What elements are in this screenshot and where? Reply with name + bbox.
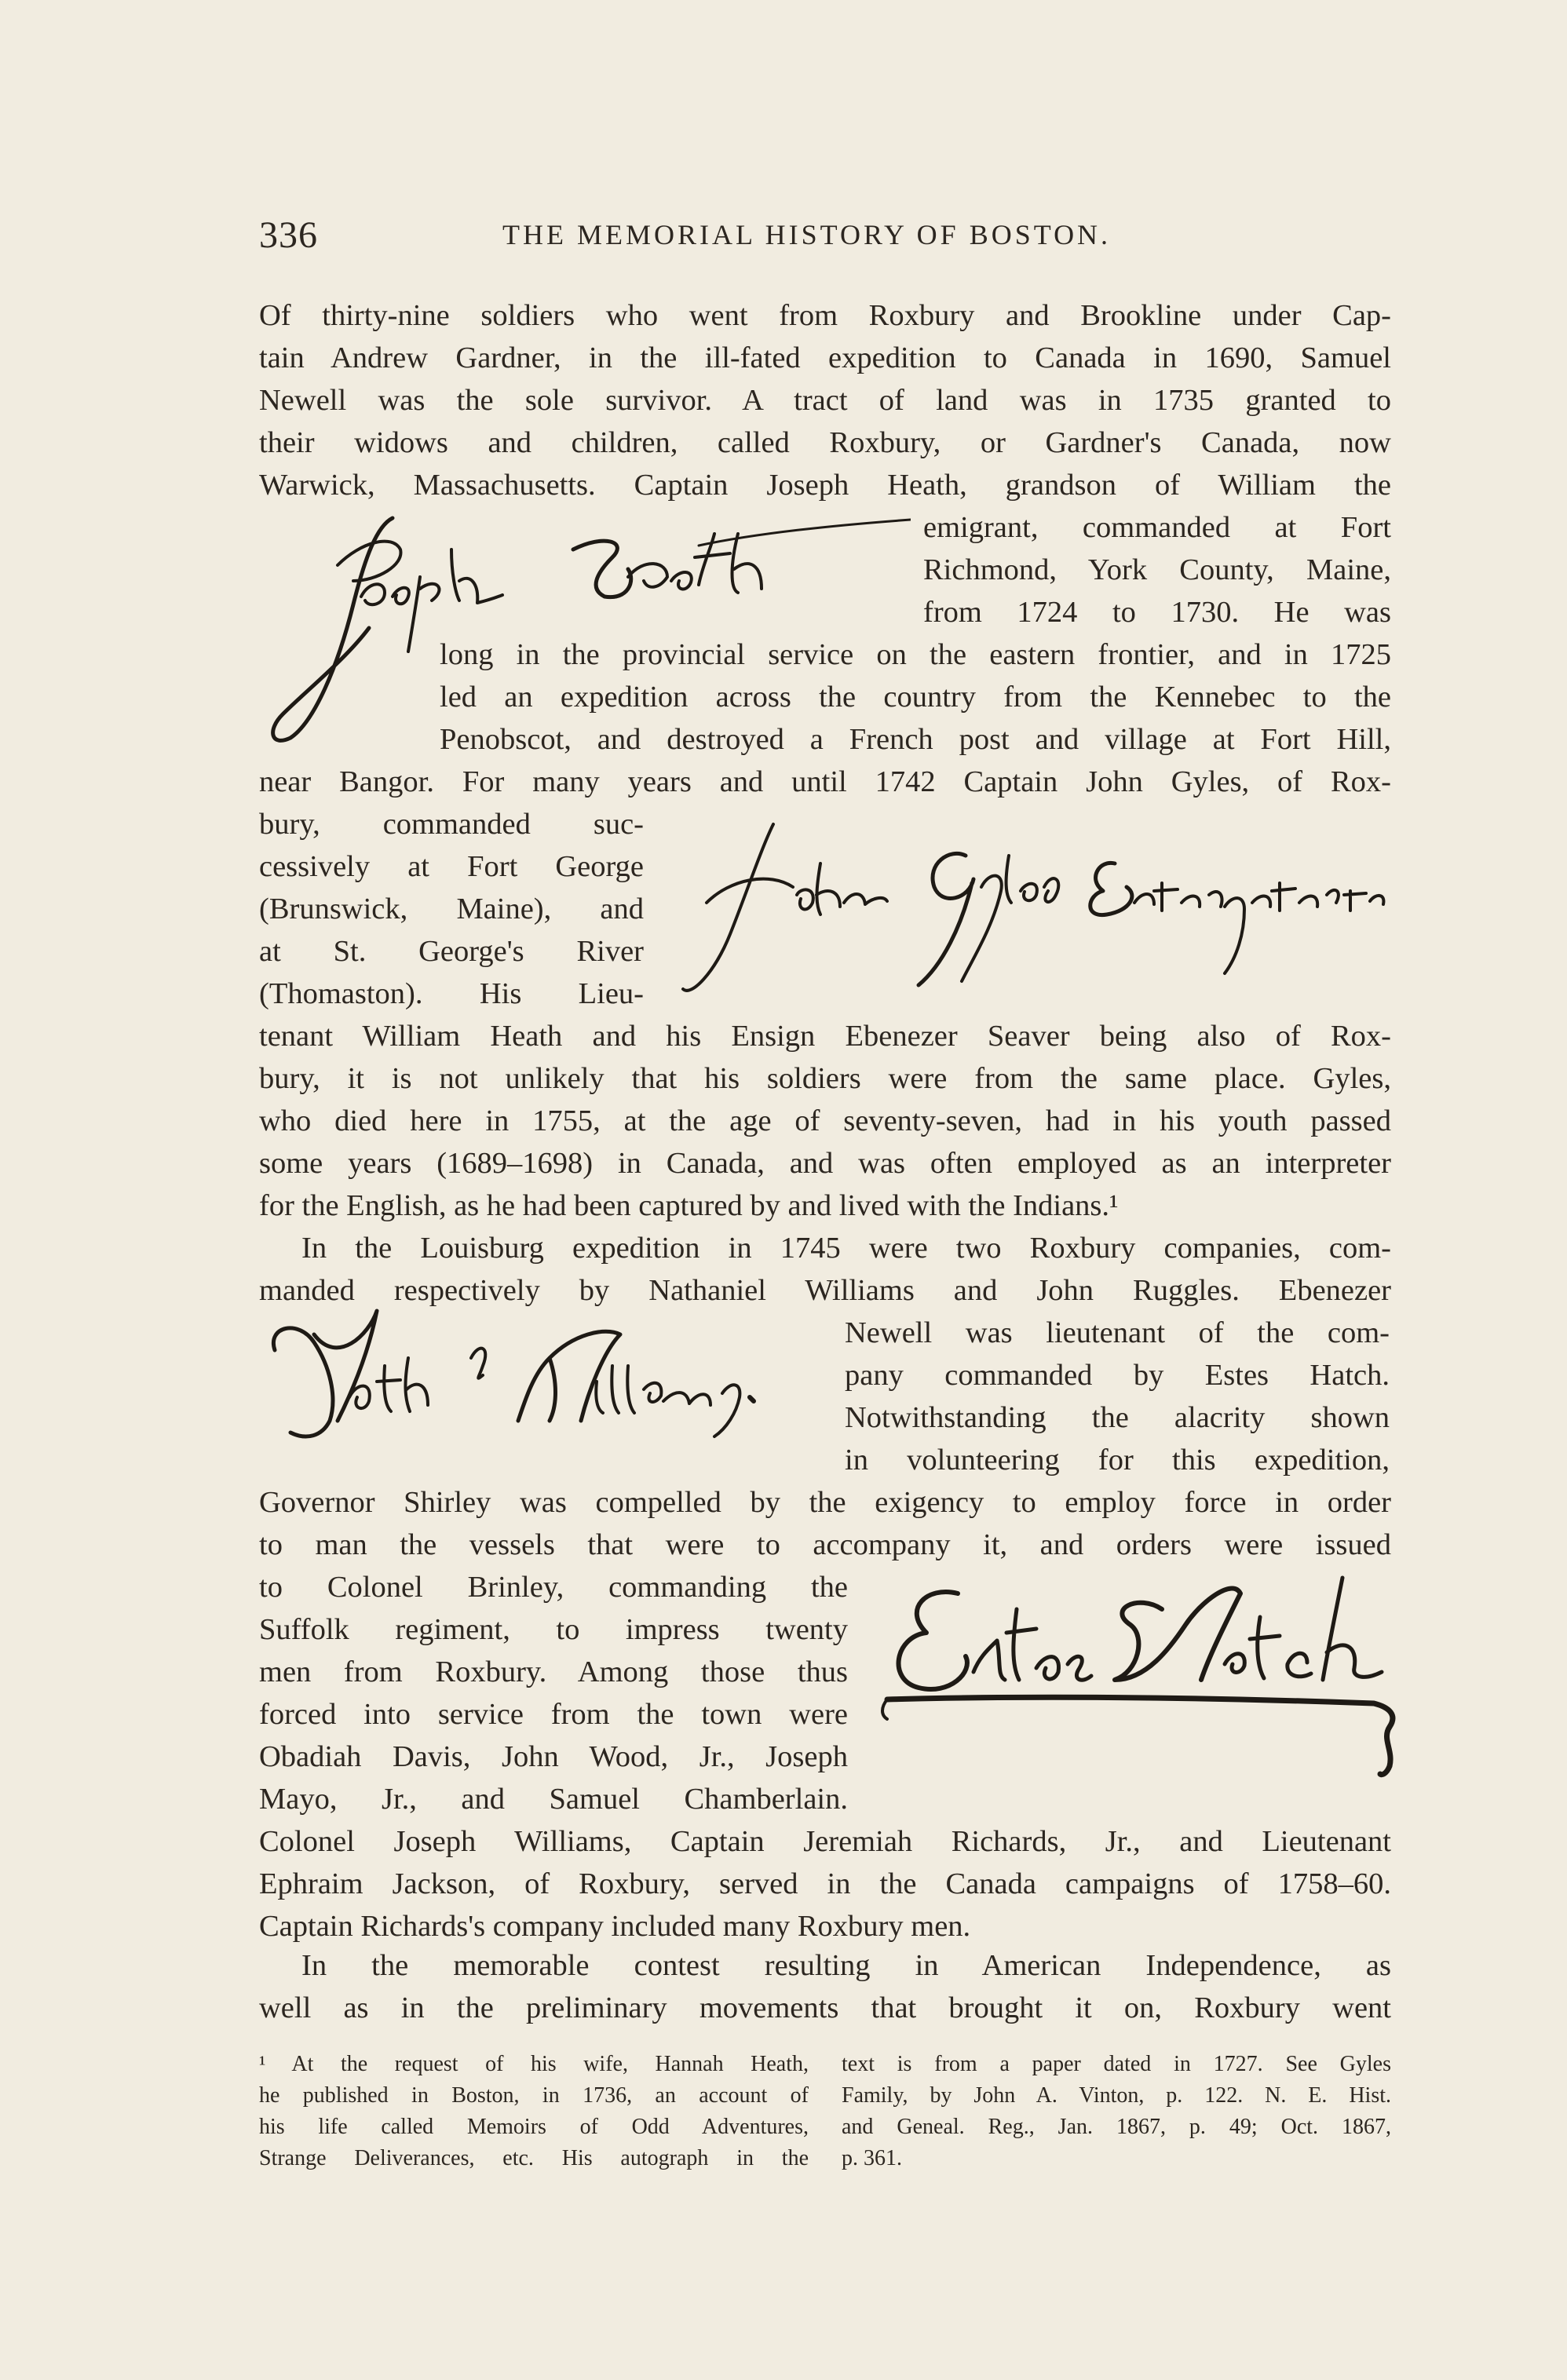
- body-line: Richmond, York County, Maine,: [923, 553, 1391, 586]
- body-line: bury, it is not unlikely that his soldiers were from the same place. Gyles,: [259, 1062, 1391, 1095]
- body-line: Newell was lieutenant of the com-: [845, 1316, 1390, 1349]
- body-line: some years (1689–1698) in Canada, and was often employed as an interpreter: [259, 1147, 1391, 1180]
- signature-estes-hatch: [871, 1562, 1405, 1798]
- body-line: to man the vessels that were to accompany it, and orders were issued: [259, 1528, 1391, 1561]
- body-line: manded respectively by Nathaniel Williams and John Ruggles. Ebenezer: [259, 1274, 1391, 1307]
- body-line: Suffolk regiment, to impress twenty: [259, 1613, 848, 1646]
- body-line: to Colonel Brinley, commanding the: [259, 1571, 848, 1604]
- footnote-line: his life called Memoirs of Odd Adventures,: [259, 2115, 809, 2139]
- body-line: cessively at Fort George: [259, 850, 644, 883]
- page-header: [259, 214, 1390, 261]
- body-line: Notwithstanding the alacrity shown: [845, 1401, 1390, 1434]
- signature-john-gyles: [659, 816, 1413, 1005]
- body-line: for the English, as he had been captured by and lived with the Indians.¹: [259, 1189, 1119, 1222]
- body-line: long in the provincial service on the eastern frontier, and in 1725: [440, 638, 1391, 671]
- footnote-line: Strange Deliverances, etc. His autograph in the: [259, 2146, 809, 2170]
- footnote-line: Family, by John A. Vinton, p. 122. N. E. Hist.: [842, 2083, 1391, 2108]
- footnote-line: ¹ At the request of his wife, Hannah Heath,: [259, 2052, 809, 2076]
- body-line: Colonel Joseph Williams, Captain Jeremiah Richards, Jr., and Lieutenant: [259, 1825, 1391, 1858]
- body-line: in volunteering for this expedition,: [845, 1444, 1390, 1477]
- body-line: Penobscot, and destroyed a French post and village at Fort Hill,: [440, 723, 1391, 756]
- footnote-right-column: [842, 2049, 1391, 2174]
- footnote-line: text is from a paper dated in 1727. See Gyles: [842, 2052, 1391, 2076]
- body-line: Mayo, Jr., and Samuel Chamberlain.: [259, 1783, 848, 1816]
- page-number: 336: [259, 214, 318, 256]
- body-line: Of thirty-nine soldiers who went from Roxbury and Brookline under Cap-: [259, 299, 1391, 332]
- body-line: Ephraim Jackson, of Roxbury, served in the Canada campaigns of 1758–60.: [259, 1867, 1391, 1900]
- footnote-line: p. 361.: [842, 2146, 902, 2170]
- body-line: at St. George's River: [259, 935, 644, 968]
- body-line: bury, commanded suc-: [259, 808, 644, 841]
- body-line: (Brunswick, Maine), and: [259, 892, 644, 925]
- body-line: men from Roxbury. Among those thus: [259, 1655, 848, 1688]
- footnote-line: he published in Boston, in 1736, an account of: [259, 2083, 809, 2108]
- body-line: well as in the preliminary movements that brought it on, Roxbury went: [259, 1991, 1391, 2024]
- body-line: from 1724 to 1730. He was: [923, 596, 1391, 629]
- body-line: led an expedition across the country from the Kennebec to the: [440, 681, 1391, 714]
- signature-joseph-heath: [259, 502, 911, 761]
- body-line: their widows and children, called Roxbury, or Gardner's Canada, now: [259, 426, 1391, 459]
- running-head: THE MEMORIAL HISTORY OF BOSTON.: [502, 219, 1112, 250]
- footnote-left-column: [259, 2049, 809, 2174]
- body-line: Warwick, Massachusetts. Captain Joseph Heath, grandson of William the: [259, 469, 1391, 502]
- body-line: In the Louisburg expedition in 1745 were two Roxbury companies, com-: [301, 1232, 1391, 1265]
- body-line: who died here in 1755, at the age of seventy-seven, had in his youth passed: [259, 1104, 1391, 1137]
- body-line: Captain Richards's company included many Roxbury men.: [259, 1910, 971, 1943]
- body-line: In the memorable contest resulting in American Independence, as: [301, 1949, 1391, 1982]
- body-line: emigrant, commanded at Fort: [923, 511, 1391, 544]
- body-line: Obadiah Davis, John Wood, Jr., Joseph: [259, 1740, 848, 1773]
- body-line: pany commanded by Estes Hatch.: [845, 1359, 1390, 1392]
- body-line: forced into service from the town were: [259, 1698, 848, 1731]
- body-line: (Thomaston). His Lieu-: [259, 977, 644, 1010]
- body-line: Governor Shirley was compelled by the exigency to employ force in order: [259, 1486, 1391, 1519]
- signature-nathl-williams: [259, 1303, 840, 1444]
- body-line: Newell was the sole survivor. A tract of land was in 1735 granted to: [259, 384, 1391, 417]
- body-line: near Bangor. For many years and until 1742 Captain John Gyles, of Rox-: [259, 765, 1391, 798]
- footnote-line: and Geneal. Reg., Jan. 1867, p. 49; Oct. 1867,: [842, 2115, 1391, 2139]
- body-line: tenant William Heath and his Ensign Ebenezer Seaver being also of Rox-: [259, 1020, 1391, 1053]
- body-line: tain Andrew Gardner, in the ill-fated expedition to Canada in 1690, Samuel: [259, 341, 1391, 374]
